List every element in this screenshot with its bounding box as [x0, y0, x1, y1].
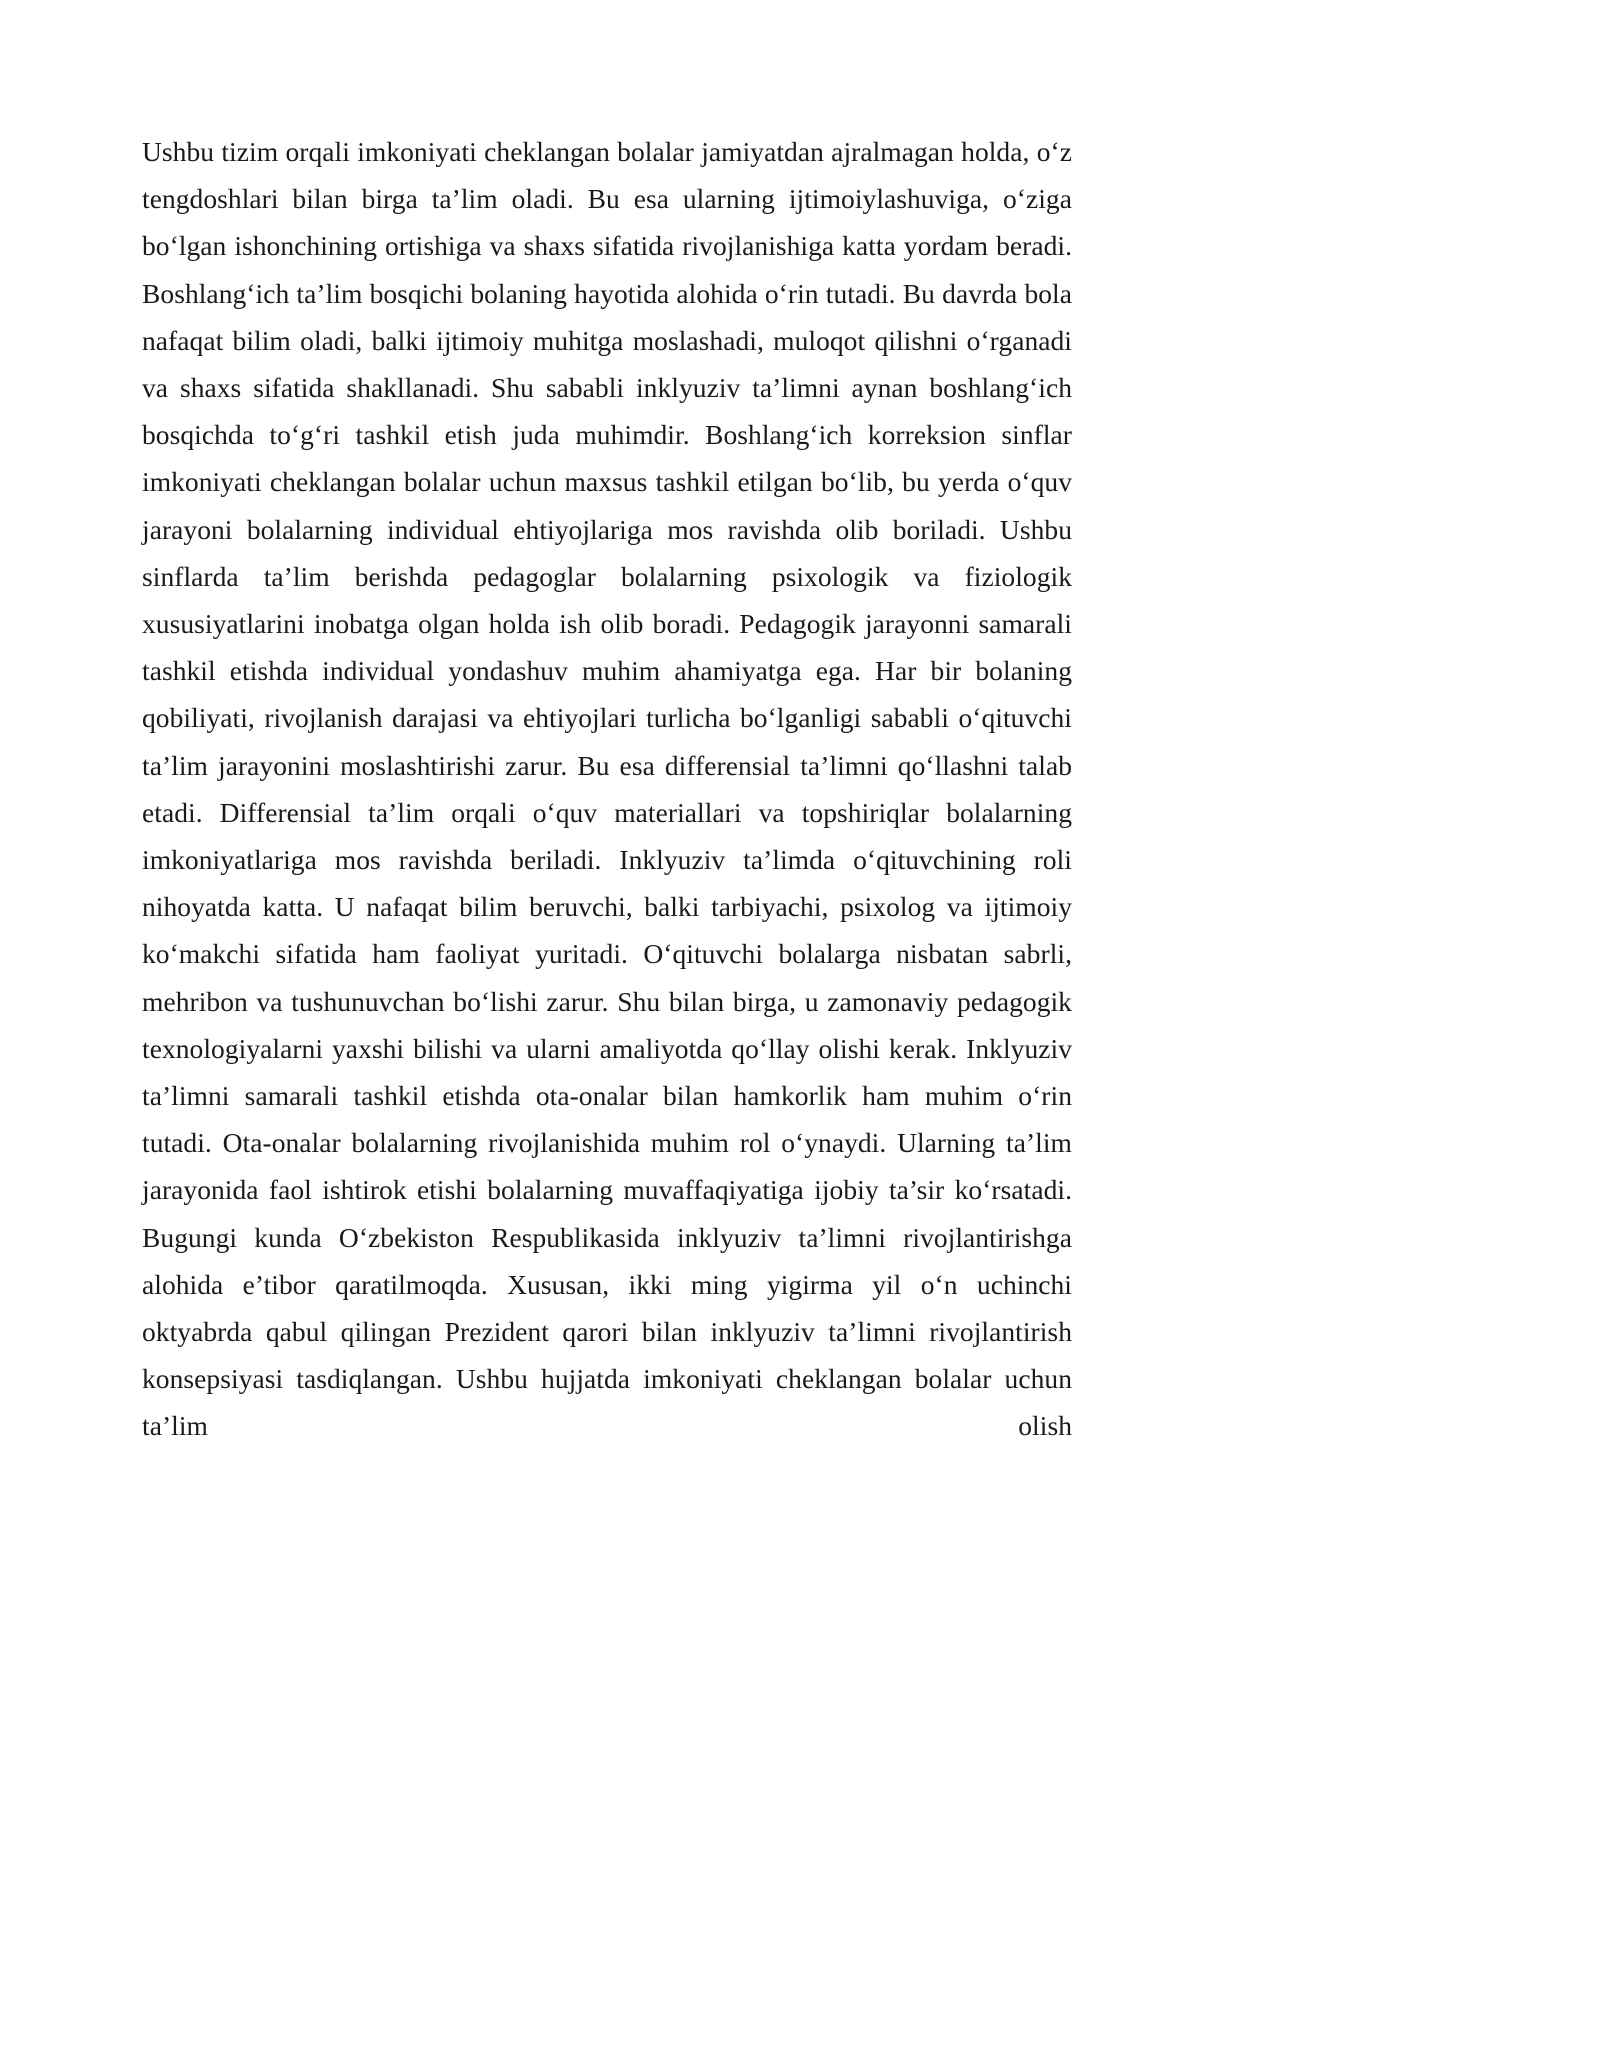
- text-column: [142, 128, 1072, 1497]
- body-paragraph: Ushbu tizim orqali imkoniyati cheklangan bolalar jamiyatdan ajralmagan holda, oʻz tengdoshlari bilan birga ta’lim oladi. Bu esa ularning ijtimoiylashuviga, oʻziga boʻlgan ishonchining ortishiga va shaxs sifatida rivojlanishiga katta yordam beradi. Boshlangʻich ta’lim bosqichi bolaning hayotida alohida oʻrin tutadi. Bu davrda bola nafaqat bilim oladi, balki ijtimoiy muhitga moslashadi, muloqot qilishni oʻrganadi va shaxs sifatida shakllanadi. Shu sababli inklyuziv ta’limni aynan boshlangʻich bosqichda toʻgʻri tashkil etish juda muhimdir. Boshlangʻich korreksion sinflar imkoniyati cheklangan bolalar uchun maxsus tashkil etilgan boʻlib, bu yerda oʻquv jarayoni bolalarning individual ehtiyojlariga mos ravishda olib boriladi. Ushbu sinflarda ta’lim berishda pedagoglar bolalarning psixologik va fiziologik xususiyatlarini inobatga olgan holda ish olib boradi. Pedagogik jarayonni samarali tashkil etishda individual yondashuv muhim ahamiyatga ega. Har bir bolaning qobiliyati, rivojlanish darajasi va ehtiyojlari turlicha boʻlganligi sababli oʻqituvchi ta’lim jarayonini moslashtirishi zarur. Bu esa differensial ta’limni qoʻllashni talab etadi. Differensial ta’lim orqali oʻquv materiallari va topshiriqlar bolalarning imkoniyatlariga mos ravishda beriladi. Inklyuziv ta’limda oʻqituvchining roli nihoyatda katta. U nafaqat bilim beruvchi, balki tarbiyachi, psixolog va ijtimoiy koʻmakchi sifatida ham faoliyat yuritadi. Oʻqituvchi bolalarga nisbatan sabrli, mehribon va tushunuvchan boʻlishi zarur. Shu bilan birga, u zamonaviy pedagogik texnologiyalarni yaxshi bilishi va ularni amaliyotda qoʻllay olishi kerak. Inklyuziv ta’limni samarali tashkil etishda ota-onalar bilan hamkorlik ham muhim oʻrin tutadi. Ota-onalar bolalarning rivojlanishida muhim rol oʻynaydi. Ularning ta’lim jarayonida faol ishtirok etishi bolalarning muvaffaqiyatiga ijobiy ta’sir koʻrsatadi. Bugungi kunda Oʻzbekiston Respublikasida inklyuziv ta’limni rivojlantirishga alohida e’tibor qaratilmoqda. Xususan, ikki ming yigirma yil oʻn uchinchi oktyabrda qabul qilingan Prezident qarori bilan inklyuziv ta’limni rivojlantirish konsepsiyasi tasdiqlangan. Ushbu hujjatda imkoniyati cheklangan bolalar uchun ta’lim olish: [142, 136, 1072, 1442]
